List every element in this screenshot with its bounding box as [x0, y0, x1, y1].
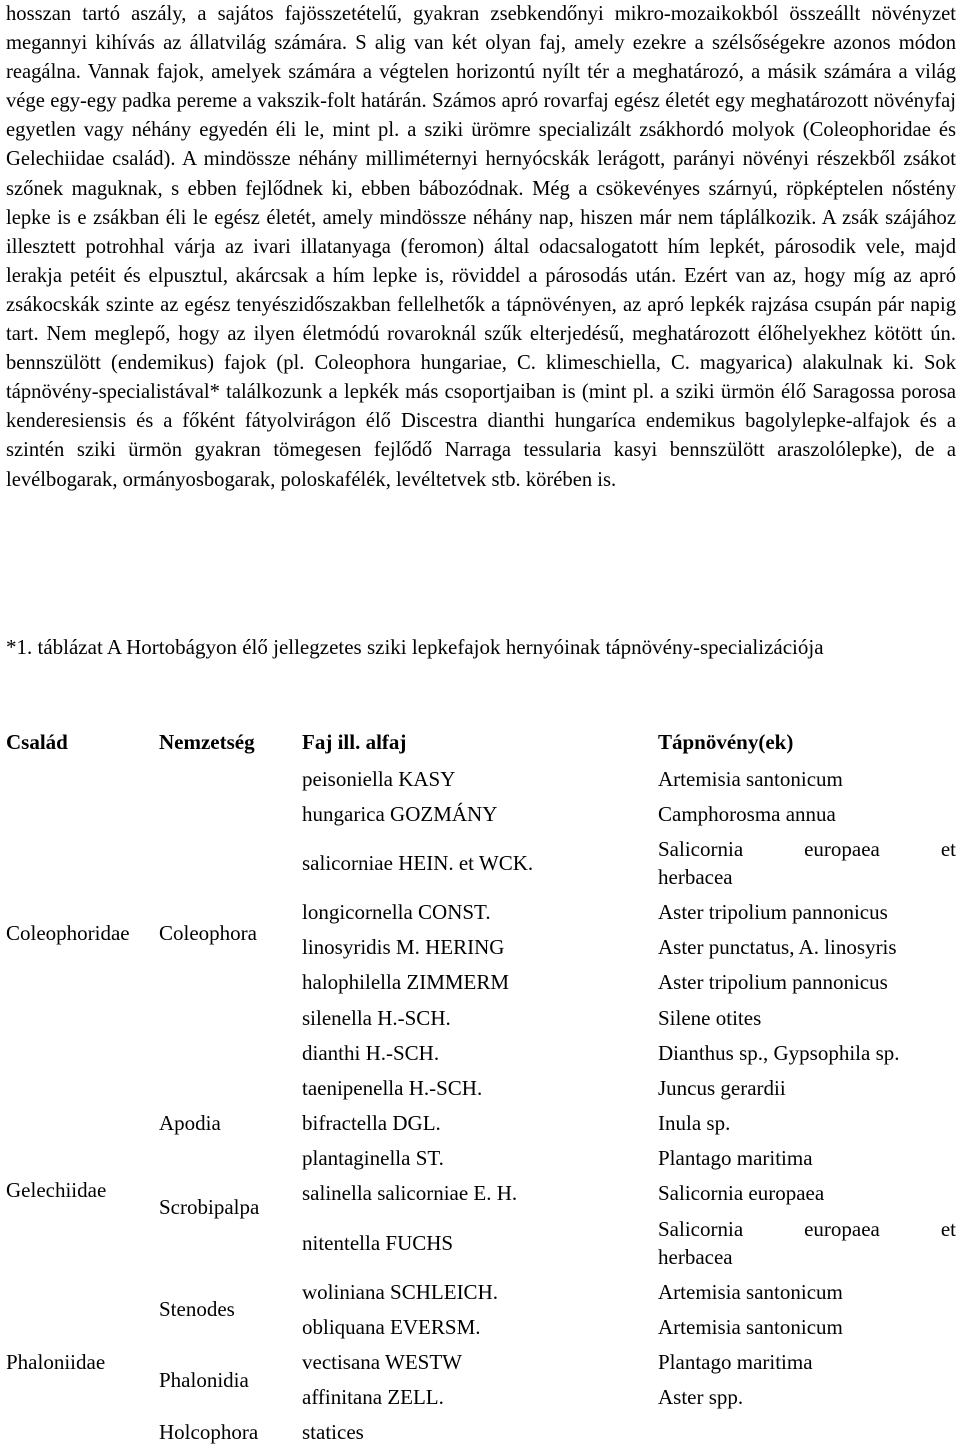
species-cell: salinella salicorniae E. H.	[302, 1181, 518, 1206]
host-cell	[658, 831, 956, 894]
species-cell: taenipenella H.-SCH.	[302, 1075, 483, 1100]
species-cell: peisoniella KASY	[302, 766, 456, 791]
host-cell: Plantago maritima	[658, 1146, 813, 1171]
host-cell: Aster tripolium pannonicus	[658, 899, 888, 924]
host-cell: Aster tripolium pannonicus	[658, 970, 888, 995]
genus-cell: Stenodes	[159, 1297, 235, 1322]
species-cell: affinitana ZELL.	[302, 1385, 444, 1410]
genus-cell: Coleophora	[159, 921, 257, 946]
species-cell: statices	[302, 1420, 364, 1445]
genus-cell: Apodia	[159, 1111, 221, 1136]
species-cell: silenella H.-SCH.	[302, 1005, 451, 1030]
host-word: herbacea	[658, 864, 733, 889]
host-cell: Dianthus sp., Gypsophila sp.	[658, 1040, 900, 1065]
host-cell: Artemisia santonicum	[658, 766, 843, 791]
host-cell: Salicornia europaea	[658, 1181, 825, 1206]
table-header-row	[6, 723, 956, 761]
genus-cell: Phalonidia	[159, 1367, 249, 1392]
host-word: europaea	[804, 836, 880, 861]
host-word: et	[940, 1216, 956, 1241]
family-cell: Coleophoridae	[6, 921, 130, 946]
host-cell: Artemisia santonicum	[658, 1314, 843, 1339]
species-cell: nitentella FUCHS	[302, 1230, 454, 1255]
host-cell: Plantago maritima	[658, 1350, 813, 1375]
species-cell: dianthi H.-SCH.	[302, 1040, 440, 1065]
table-row	[6, 1274, 956, 1309]
host-cell: Artemisia santonicum	[658, 1279, 843, 1304]
host-plant-table	[6, 723, 956, 1450]
species-cell: woliniana SCHLEICH.	[302, 1279, 498, 1304]
species-cell: longicornella CONST.	[302, 899, 491, 924]
host-cell: Silene otites	[658, 1005, 762, 1030]
host-cell: Camphorosma annua	[658, 801, 836, 826]
host-word: Salicornia	[658, 836, 744, 861]
genus-cell: Holcophora	[159, 1420, 259, 1445]
host-cell: Inula sp.	[658, 1111, 731, 1136]
species-cell: linosyridis M. HERING	[302, 935, 505, 960]
species-cell: plantaginella ST.	[302, 1146, 444, 1171]
table-caption: *1. táblázat A Hortobágyon élő jellegzetes sziki lepkefajok hernyóinak tápnövény-specializációja	[6, 635, 824, 659]
species-cell: halophilella ZIMMERM	[302, 970, 510, 995]
table-row	[6, 761, 956, 796]
host-cell: Aster punctatus, A. linosyris	[658, 935, 897, 960]
species-cell: hungarica GOZMÁNY	[302, 801, 498, 826]
host-cell: Aster spp.	[658, 1385, 744, 1410]
body-paragraph: hosszan tartó aszály, a sajátos fajösszetételű, gyakran zsebkendőnyi mikro-mozaikokból összeállt növényzet megannyi kihívás az állatvilág számára. S alig van két olyan faj, amely ezekre a szélsőségekre azonos módon reagálna. Vannak fajok, amelyek számára a végtelen horizontú nyílt tér a meghatározó, a másik számára a világ vége egy-egy padka pereme a vakszik-folt határán. Számos apró rovarfaj egész életét egy meghatározott növényfaj egyetlen vagy néhány egyedén éli le, mint pl. a sziki ürömre specializált zsákhordó molyok (Coleophoridae és Gelechiidae család). A mindössze néhány milliméternyi hernyócskák lerágott, parányi növényi részekből zsákot szőnek maguknak, s ebben fejlődnek ki, ebben bábozódnak. Még a csökevényes szárnyú, röpképtelen nőstény lepke is e zsákban éli le egész életét, amely mindössze néhány nap, hiszen már nem táplálkozik. A zsák szájához illesztett potrohhal várja az ivari illatanyaga (feromon) által odacsalogatott hím lepkét, párosodik vele, majd lerakja petéit és elpusztul, akárcsak a hím lepke is, röviddel a párosodás után. Ezért van az, hogy míg az apró zsákocskák szinte az egész tenyészidőszakban fellelhetők a tápnövényen, az apró lepkék rajzása csupán pár napig tart. Nem meglepő, hogy az ilyen életmódú rovaroknál szűk elterjedésű, meghatározott élőhelyekhez kötött ún. bennszülött (endemikus) fajok (pl. Coleophora hungariae, C. klimeschiella, C. magyarica) alakulnak ki. Sok tápnövény-specialistával* találkozunk a lepkék más csoportjaiban is (mint pl. a sziki ürmön élő Saragossa porosa kenderesiensis és a főként fátyolvirágon élő Discestra dianthi hungaríca endemikus bagolylepke-alfajok és a szintén sziki ürmön gyakran tömegesen fejlődő Narraga tessularia kasyi bennszülött araszolólepke), de a levélbogarak, ormányosbogarak, poloskafélék, levéltetvek stb. körében is.	[6, 3, 956, 491]
table-row	[6, 1106, 956, 1141]
host-word: europaea	[804, 1216, 880, 1241]
family-cell: Phaloniidae	[6, 1350, 106, 1375]
host-cell: Juncus gerardii	[658, 1075, 786, 1100]
host-word: herbacea	[658, 1244, 733, 1269]
species-cell: bifractella DGL.	[302, 1111, 441, 1136]
species-cell: salicorniae HEIN. et WCK.	[302, 850, 534, 875]
species-cell: vectisana WESTW	[302, 1350, 462, 1375]
header-genus: Nemzetség	[159, 730, 255, 754]
species-cell: obliquana EVERSM.	[302, 1314, 481, 1339]
host-cell	[658, 1415, 956, 1450]
host-word: Salicornia	[658, 1216, 744, 1241]
host-cell	[658, 1211, 956, 1274]
genus-cell: Scrobipalpa	[159, 1195, 260, 1220]
host-word: et	[940, 836, 956, 861]
header-species: Faj ill. alfaj	[302, 730, 407, 754]
header-host-plant: Tápnövény(ek)	[658, 730, 794, 754]
family-cell: Gelechiidae	[6, 1177, 107, 1202]
header-family: Család	[6, 730, 68, 754]
